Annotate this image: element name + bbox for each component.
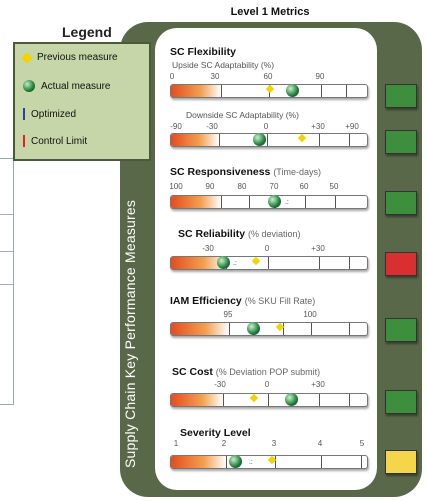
actual-measure-marker — [285, 393, 298, 406]
metric-title-severity-level: Severity Level — [180, 427, 251, 439]
legend-label: Previous measure — [37, 52, 118, 63]
actual-measure-marker — [286, 84, 299, 97]
status-indicator — [385, 318, 417, 342]
gauge-bar — [170, 393, 368, 407]
page-title: Level 1 Metrics — [230, 6, 310, 18]
metric-ticks: -30 0 +30 — [202, 244, 325, 253]
previous-measure-marker — [252, 257, 260, 265]
legend-label: Actual measure — [41, 80, 111, 92]
metric-title-sc-responsiveness: SC Responsiveness (Time-days) — [170, 166, 321, 178]
metric-ticks: -30 0 +30 — [214, 380, 325, 389]
metric-ticks: 0 30 60 90 — [169, 72, 325, 81]
legend-box — [13, 42, 151, 161]
red-line-icon — [23, 135, 25, 147]
blue-line-icon — [23, 108, 25, 120]
status-indicator — [385, 252, 417, 276]
metric-ticks: -90 -30 0 +30 +90 — [170, 122, 359, 131]
previous-measure-marker — [250, 394, 258, 402]
legend-item-actual — [23, 80, 110, 92]
legend-item-optimized — [23, 108, 76, 120]
legend-label: Optimized — [31, 108, 77, 120]
actual-measure-marker — [217, 256, 230, 269]
status-indicator — [385, 390, 417, 414]
legend-item-previous — [23, 52, 118, 63]
metric-subtitle: Downside SC Adaptability (%) — [186, 110, 299, 120]
gauge-bar — [170, 84, 368, 98]
legend-item-control-limit — [23, 135, 87, 147]
metric-title-sc-cost: SC Cost (% Deviation POP submit) — [172, 366, 321, 378]
gauge-bar: . : — [170, 195, 368, 209]
metric-title-sc-reliability: SC Reliability (% deviation) — [178, 228, 301, 240]
metric-ticks: 100 90 80 70 60 50 — [169, 182, 339, 191]
status-indicator — [385, 130, 417, 154]
actual-measure-marker — [253, 133, 266, 146]
sidebar-label: Supply Chain Key Performance Measures — [122, 199, 138, 468]
metric-title-iam-efficiency: IAM Efficiency (% SKU Fill Rate) — [170, 295, 316, 307]
metric-ticks: 1 2 3 4 5 — [173, 439, 365, 448]
gauge-bar — [170, 133, 368, 147]
status-indicator — [385, 450, 417, 474]
status-indicator — [385, 191, 417, 215]
gauge-bar: . : — [170, 256, 368, 270]
green-ball-icon — [23, 80, 35, 92]
actual-measure-marker — [268, 195, 281, 208]
actual-measure-marker — [247, 322, 260, 335]
legend-label: Control Limit — [31, 135, 88, 147]
gauge-bar: . : — [170, 455, 368, 469]
previous-measure-marker — [266, 85, 274, 93]
previous-measure-marker — [298, 134, 306, 142]
actual-measure-marker — [229, 455, 242, 468]
metric-title-sc-flexibility: SC Flexibility — [170, 46, 236, 58]
metric-subtitle: Upside SC Adaptability (%) — [172, 60, 275, 70]
gauge-bar — [170, 322, 368, 336]
background-panel-edge — [0, 158, 14, 405]
diamond-marker-icon — [21, 52, 32, 63]
metric-ticks: 95 100 — [223, 310, 317, 319]
status-indicator — [385, 84, 417, 108]
legend-title: Legend — [62, 24, 112, 40]
